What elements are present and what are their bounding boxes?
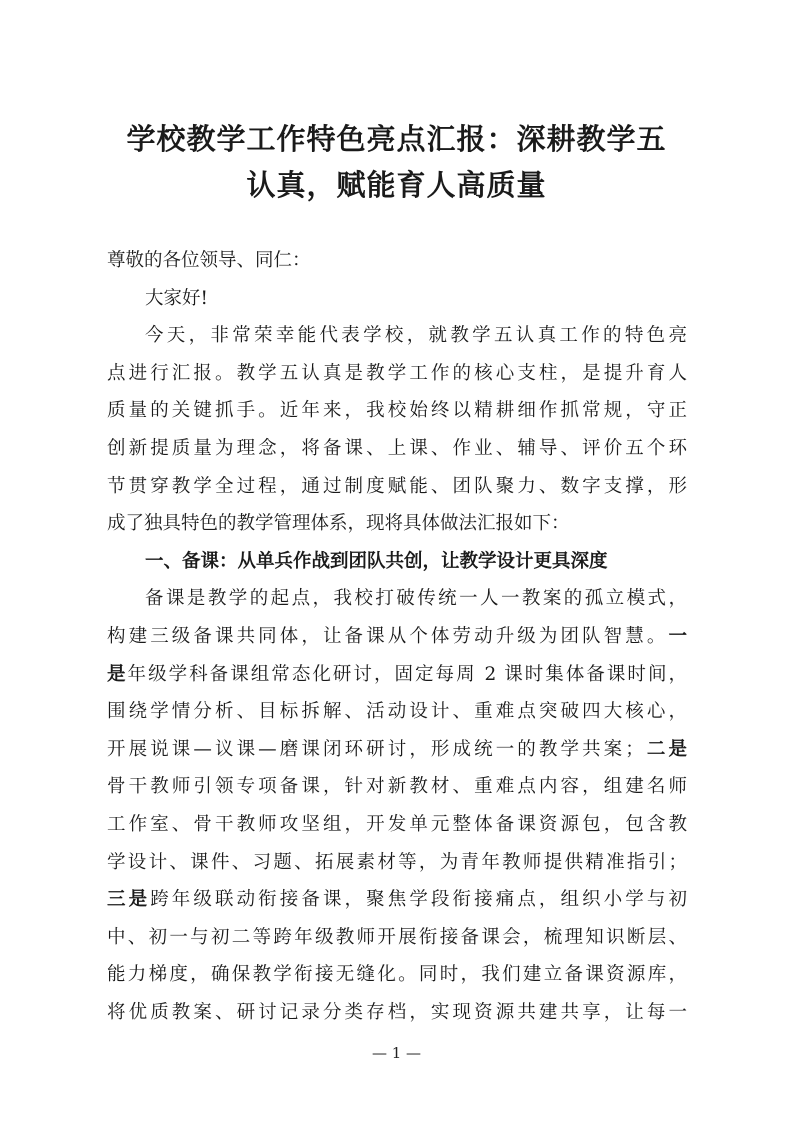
section-line: 骨干教师引领专项备课，针对新教材、重难点内容，组建名师 — [107, 776, 687, 798]
section-line — [107, 656, 687, 694]
intro-line: 点进行汇报。教学五认真是教学工作的核心支柱，是提升育人 — [107, 362, 687, 384]
keyword-third: 三是 — [107, 889, 151, 911]
intro-line: 成了独具特色的教学管理体系，现将具体做法汇报如下： — [107, 513, 570, 535]
salutation: 尊敬的各位领导、同仁： — [107, 250, 311, 271]
document-body — [107, 242, 687, 1031]
page-number: — 1 — — [371, 1044, 422, 1062]
keyword-first: 一 — [668, 625, 687, 647]
section-line — [107, 731, 687, 769]
section-line: 中、初一与初二等跨年级教师开展衔接备课会，梳理知识断层、 — [107, 926, 687, 948]
section-text: 年级学科备课组常态化研讨，固定每周 2 课时集体备课时间， — [127, 663, 687, 685]
section-line: 能力梯度，确保教学衔接无缝化。同时，我们建立备课资源库， — [107, 964, 687, 986]
section-heading: 一、备课：从单兵作战到团队共创，让教学设计更具深度 — [145, 550, 608, 572]
intro-line: 质量的关键抓手。近年来，我校始终以精耕细作抓常规，守正 — [107, 400, 687, 422]
section-line: 学设计、课件、习题、拓展素材等，为青年教师提供精准指引； — [107, 851, 687, 873]
section-line — [107, 881, 687, 919]
title-line: 学校教学工作特色亮点汇报：深耕教学五 — [126, 122, 667, 156]
section-text: 跨年级联动衔接备课，聚焦学段衔接痛点，组织小学与初 — [150, 889, 687, 911]
section-line: 围绕学情分析、目标拆解、活动设计、重难点突破四大核心， — [107, 701, 687, 723]
section-line: 将优质教案、研讨记录分类存档，实现资源共建共享，让每一 — [107, 1001, 687, 1023]
section-line: 工作室、骨干教师攻坚组，开发单元整体备课资源包，包含教 — [107, 813, 687, 835]
greeting: 大家好! — [145, 287, 208, 309]
intro-line: 今天，非常荣幸能代表学校，就教学五认真工作的特色亮 — [145, 325, 687, 347]
intro-line: 创新提质量为理念，将备课、上课、作业、辅导、评价五个环 — [107, 437, 687, 459]
section-line — [107, 618, 687, 656]
title-line: 认真，赋能育人高质量 — [246, 168, 547, 202]
document-title — [100, 116, 693, 208]
section-text: 构建三级备课共同体，让备课从个体劳动升级为团队智慧。 — [107, 625, 669, 647]
keyword-first-tail: 是 — [107, 663, 128, 685]
keyword-second: 二是 — [643, 738, 687, 760]
intro-line: 节贯穿教学全过程，通过制度赋能、团队聚力、数字支撑，形 — [107, 475, 687, 497]
section-text: 开展说课—议课—磨课闭环研讨，形成统一的教学共案； — [107, 738, 644, 760]
section-line: 备课是教学的起点，我校打破传统一人一教案的孤立模式， — [145, 588, 687, 610]
